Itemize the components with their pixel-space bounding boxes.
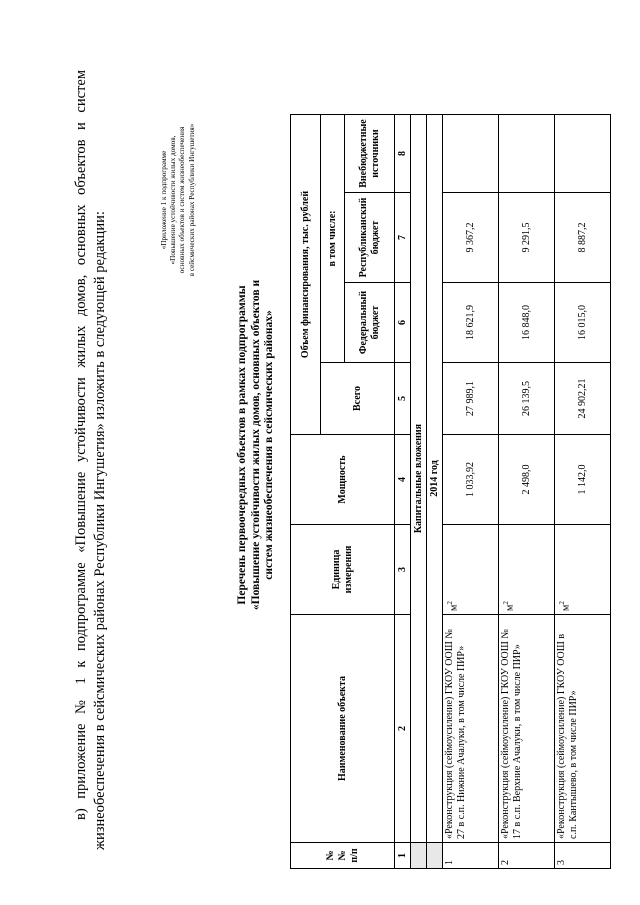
header-including: в том числе: [321,115,345,363]
annex-line-2: «Повышение устойчивости жилых домов, [169,135,178,265]
table-row [443,115,499,869]
table-row [555,115,611,869]
section-indent [411,843,427,869]
row-extra [443,115,499,193]
header-funding: Объем финансирования, тыс. рублей [291,115,321,435]
row-name: «Реконструкция (сеймоусиление) ГКОУ ООШ № 17 в с.п. Верхние Ачалуки, в том числе ПИР» [499,615,555,843]
annex-line-1: «Приложение 1 к подпрограмме [160,150,168,250]
row-federal: 18 621,9 [443,283,499,363]
col-number: 1 [395,843,411,869]
header-unit: Единица измерения [291,525,395,615]
row-republican: 8 887,2 [555,193,611,283]
year-row: 2014 год [427,115,443,843]
title-line-2: «Повышение устойчивости жилых домов, основных объектов и [249,279,262,611]
row-num: 2 [499,843,555,869]
col-number: 6 [395,283,411,363]
title-line-3: систем жизнеобеспечения в сейсмических районах» [263,310,276,580]
intro-paragraph: в) приложение № 1 к подпрограмме «Повышение устойчивости жилых домов, основных объектов и систем жизнеобеспечения в сейсмических районах Республики Ингушетия» изложить в следующей редакции: [73,70,108,850]
row-federal: 16 015,0 [555,283,611,363]
header-extra: Внебюджетные источники [345,115,395,193]
row-extra [499,115,555,193]
row-unit: $м^2$ [555,525,611,615]
row-republican: 9 291,5 [499,193,555,283]
objects-table [290,114,611,869]
document-title [236,135,277,755]
header-name: Наименование объекта [291,615,395,843]
header-federal: Федеральный бюджет [345,283,395,363]
col-number: 3 [395,525,411,615]
header-num: №№ п/п [291,843,395,869]
header-capacity: Мощность [291,435,395,525]
header-republican: Республиканский бюджет [345,193,395,283]
row-unit: $м^2$ [499,525,555,615]
col-number: 2 [395,615,411,843]
row-total: 24 902,21 [555,363,611,435]
row-capacity: 1 142,0 [555,435,611,525]
col-number: 4 [395,435,411,525]
row-federal: 16 848,0 [499,283,555,363]
row-capacity: 1 033,92 [443,435,499,525]
row-republican: 9 367,2 [443,193,499,283]
row-name: «Реконструкция (сеймоусиление) ГКОУ ООШ в с.п. Кантышево, в том числе ПИР» [555,615,611,843]
column-numbers-row [395,115,411,869]
col-number: 7 [395,193,411,283]
title-line-1: Перечень первоочередных объектов в рамках подпрограммы [236,285,248,605]
header-total: Всего [321,363,395,435]
row-name: «Реконструкция (сеймоусиление) ГКОУ ООШ № 27 в с.п. Нижние Ачалуки, в том числе ПИР» [443,615,499,843]
row-num: 3 [555,843,611,869]
table-row [499,115,555,869]
row-capacity: 2 498,0 [499,435,555,525]
section-capital-investments: Капитальные вложения [411,115,427,843]
col-number: 8 [395,115,411,193]
row-extra [555,115,611,193]
row-num: 1 [443,843,499,869]
row-total: 27 989,1 [443,363,499,435]
col-number: 5 [395,363,411,435]
annex-line-4: в сейсмических районах Республики Ингушетия» [187,123,196,277]
annex-line-3: основных объектов и систем жизнеобеспечения [178,126,187,274]
annex-note [160,95,197,305]
row-unit: $м^2$ [443,525,499,615]
year-indent [427,843,443,869]
row-total: 26 139,5 [499,363,555,435]
